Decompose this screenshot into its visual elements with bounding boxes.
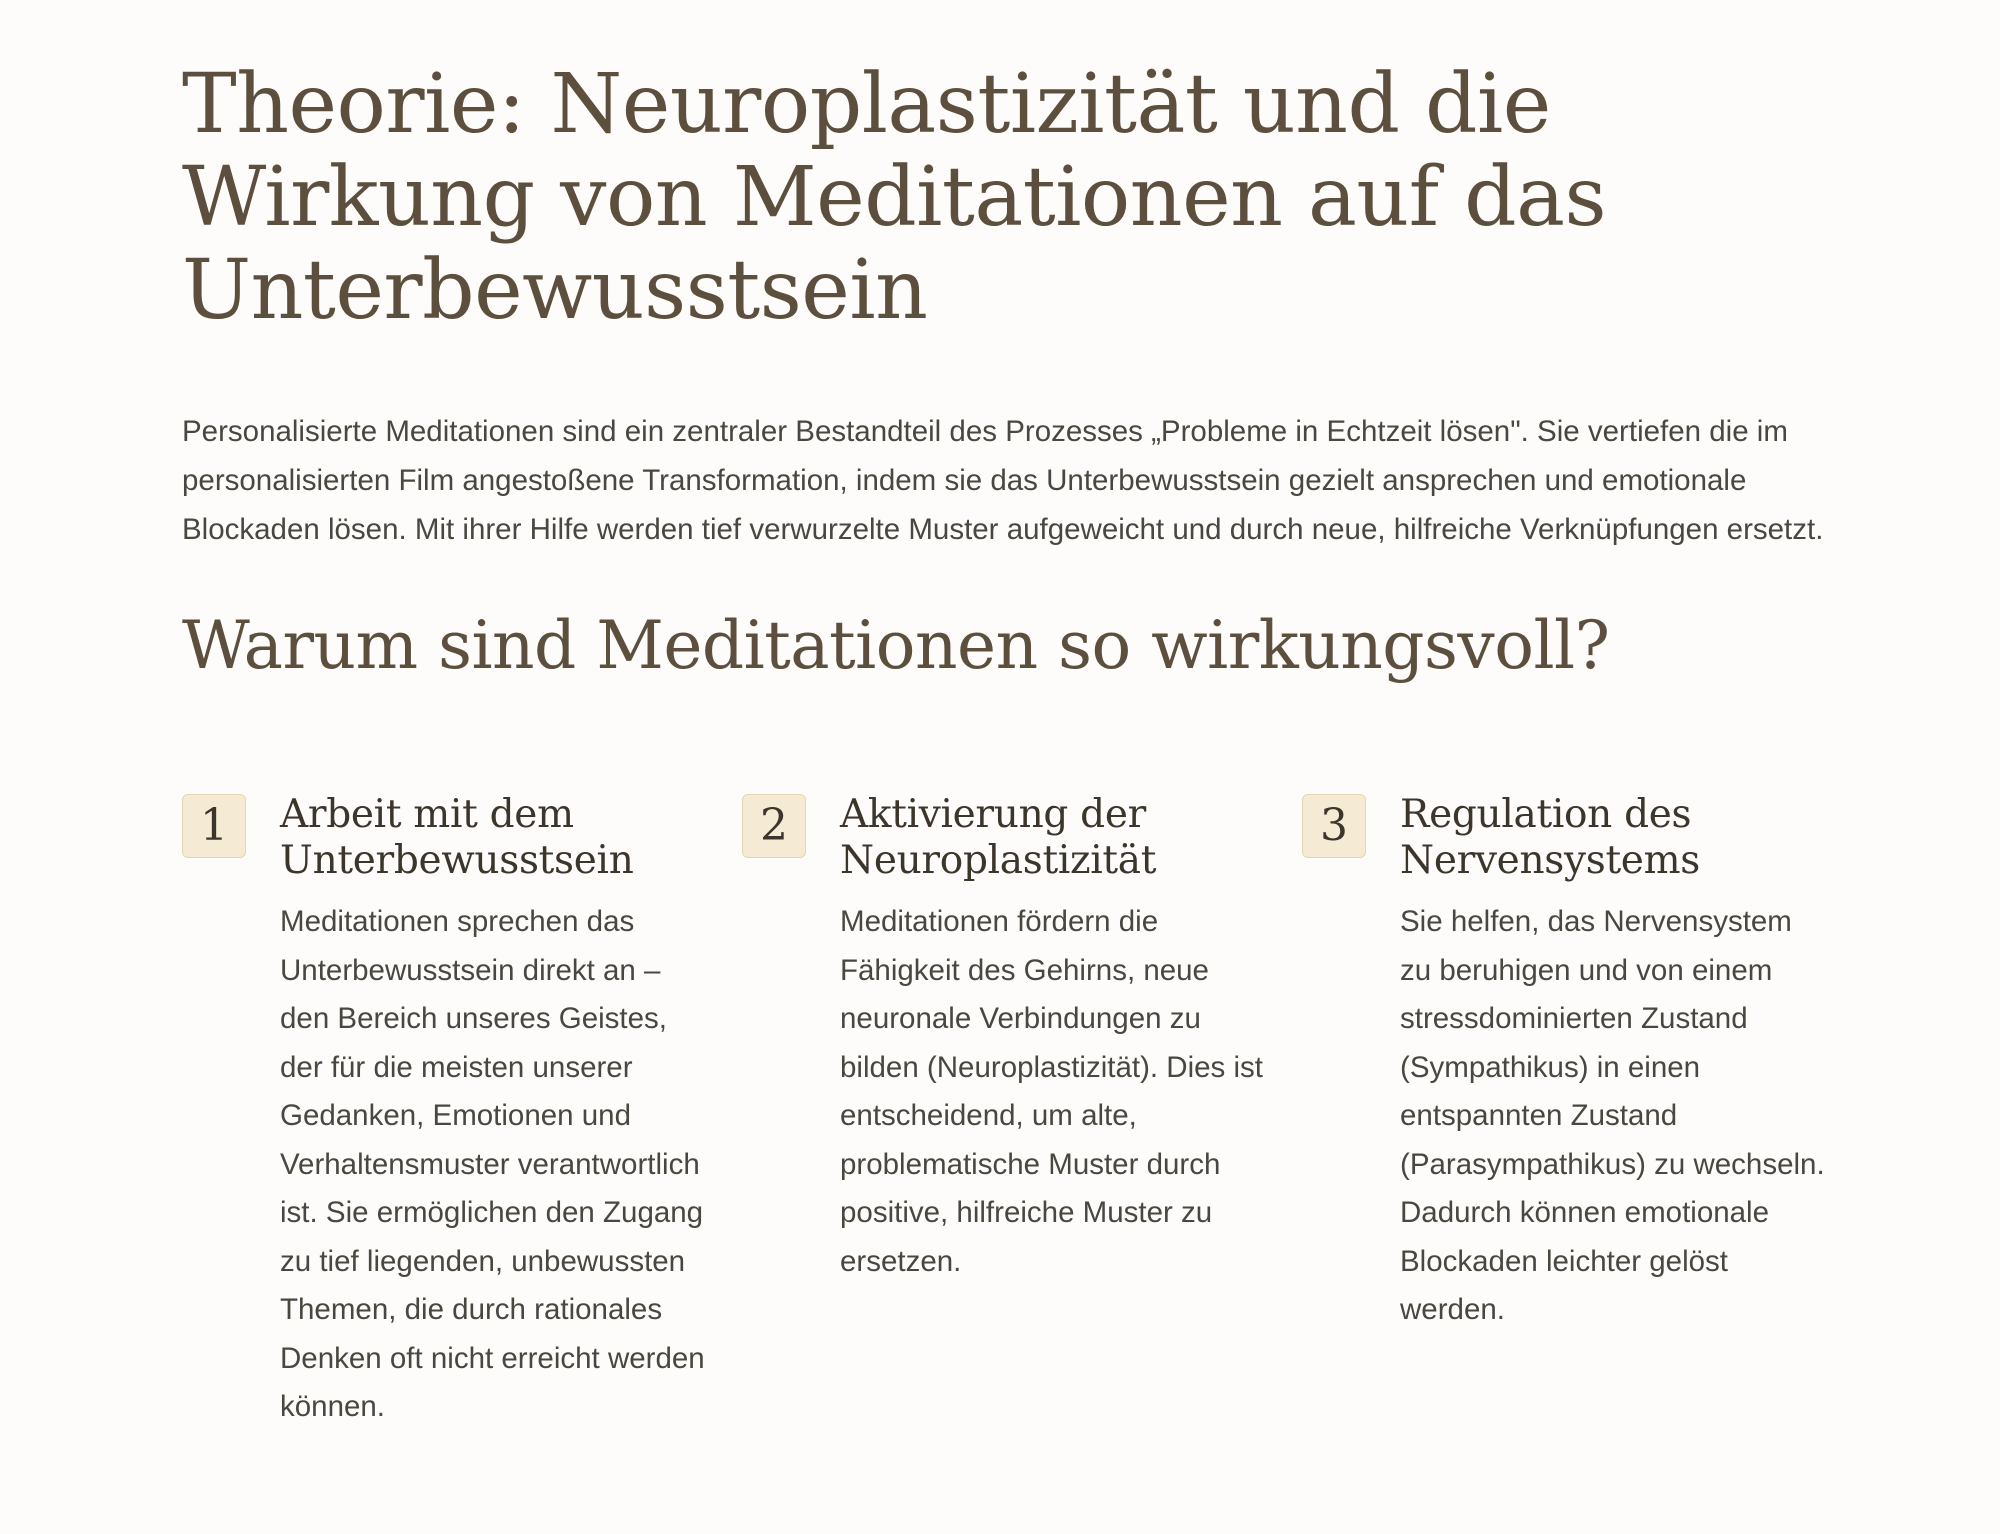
page-title: Theorie: Neuroplastizität und die Wirkung von Meditationen auf das Unterbewusstsein <box>182 57 1607 338</box>
intro-paragraph: Personalisierte Meditationen sind ein zentraler Bestandteil des Prozesses „Probleme in Echtzeit lösen". Sie vertiefen die im personalisierten Film angestoßene Transformation, indem sie das Unterbewusstsein gezielt ansprechen und emotionale Blockaden lösen. Mit ihrer Hilfe werden tief verwurzelte Muster aufgeweicht und durch neue, hilfreiche Verknüpfungen ersetzt. <box>182 415 1824 546</box>
number-badge: 2 <box>742 794 806 858</box>
feature-title: Arbeit mit dem Unterbewusstsein <box>280 792 634 883</box>
feature-text: Sie helfen, das Nervensystem zu beruhigen und von einem stressdominierten Zustand (Sympathikus) in einen entspannten Zustand (Parasympathikus) zu wechseln. Dadurch können emotionale Blockaden leichter gelöst werden. <box>1400 905 1825 1326</box>
feature-text: Meditationen fördern die Fähigkeit des Gehirns, neue neuronale Verbindungen zu bilden (Neuroplastizität). Dies ist entscheidend, um alte, problematische Muster durch positive, hilfreiche Muster zu ersetzen. <box>840 905 1263 1278</box>
feature-content <box>1400 792 1830 1335</box>
section-title: Warum sind Meditationen so wirkungsvoll? <box>182 607 1610 684</box>
content-page <box>182 0 1842 686</box>
feature-content <box>280 792 710 1432</box>
number-badge: 1 <box>182 794 246 858</box>
feature-content <box>840 792 1270 1286</box>
feature-columns <box>182 792 1882 1512</box>
feature-title: Regulation des Nervensystems <box>1400 792 1700 883</box>
number-badge: 3 <box>1302 794 1366 858</box>
feature-title: Aktivierung der Neuroplastizität <box>840 792 1157 883</box>
feature-text: Meditationen sprechen das Unterbewusstsein direkt an – den Bereich unseres Geistes, der für die meisten unserer Gedanken, Emotionen und Verhaltensmuster verantwortlich ist. Sie ermöglichen den Zugang zu tief liegenden, unbewussten Themen, die durch rationales Denken oft nicht erreicht werden können. <box>280 905 705 1423</box>
